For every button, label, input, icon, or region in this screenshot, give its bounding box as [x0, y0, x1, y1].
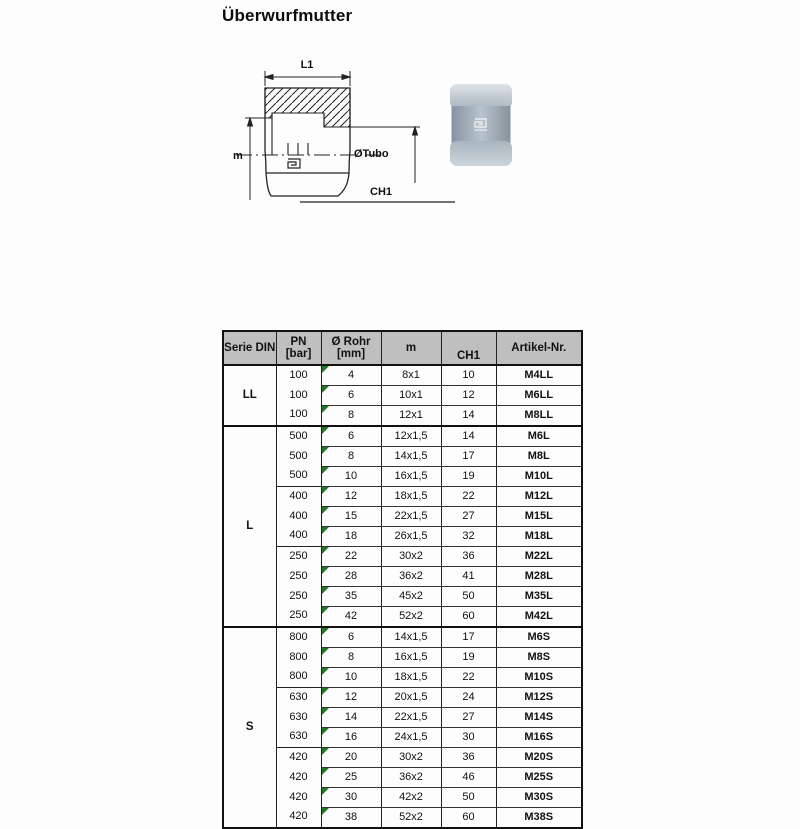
cell-m: 45x2: [381, 587, 441, 607]
cell-pn: 500: [276, 447, 321, 467]
cell-ch1: 46: [441, 768, 496, 788]
cell-ch1: 50: [441, 788, 496, 808]
cell-ch1: 14: [441, 426, 496, 447]
table-row: [223, 507, 582, 527]
cell-m: 52x2: [381, 808, 441, 829]
cell-artikel-nr: M28L: [496, 567, 582, 587]
cell-m: 24x1,5: [381, 728, 441, 748]
cell-artikel-nr: M25S: [496, 768, 582, 788]
table-row: [223, 527, 582, 547]
table-row: [223, 668, 582, 688]
cell-rohr: 6: [321, 386, 381, 406]
page-title: Überwurfmutter: [222, 6, 353, 25]
cell-ch1: 60: [441, 808, 496, 829]
cell-pn: 800: [276, 648, 321, 668]
cell-artikel-nr: M20S: [496, 748, 582, 768]
cell-pn: 420: [276, 808, 321, 829]
cell-artikel-nr: M22L: [496, 547, 582, 567]
cell-rohr: 28: [321, 567, 381, 587]
table-row: [223, 567, 582, 587]
table-row: [223, 808, 582, 829]
cell-m: 16x1,5: [381, 467, 441, 487]
cell-pn: 400: [276, 507, 321, 527]
cell-rohr: 12: [321, 487, 381, 507]
header-artikel-nr: Artikel-Nr.: [496, 331, 582, 365]
cell-m: 22x1,5: [381, 708, 441, 728]
nut-top-chamfer: [450, 84, 512, 109]
table-row: [223, 365, 582, 386]
cell-ch1: 36: [441, 748, 496, 768]
cell-pn: 100: [276, 365, 321, 386]
cell-ch1: 36: [441, 547, 496, 567]
table-row: [223, 487, 582, 507]
cell-rohr: 25: [321, 768, 381, 788]
cell-artikel-nr: M8LL: [496, 406, 582, 427]
cell-artikel-nr: M6S: [496, 627, 582, 648]
cell-pn: 250: [276, 567, 321, 587]
cell-pn: 500: [276, 467, 321, 487]
cell-artikel-nr: M14S: [496, 708, 582, 728]
cell-pn: 250: [276, 587, 321, 607]
cell-rohr: 8: [321, 406, 381, 427]
table-row: [223, 788, 582, 808]
cell-m: 36x2: [381, 567, 441, 587]
table-row: [223, 547, 582, 567]
cell-rohr: 8: [321, 447, 381, 467]
cell-ch1: 22: [441, 668, 496, 688]
cell-pn: 630: [276, 708, 321, 728]
cell-serie-din: LL: [223, 365, 276, 426]
cell-artikel-nr: M12L: [496, 487, 582, 507]
dim-l1: [265, 71, 350, 86]
cell-ch1: 27: [441, 708, 496, 728]
table-row: [223, 748, 582, 768]
cell-m: 18x1,5: [381, 487, 441, 507]
cell-artikel-nr: M6L: [496, 426, 582, 447]
table-row: [223, 607, 582, 628]
cell-m: 42x2: [381, 788, 441, 808]
cell-rohr: 15: [321, 507, 381, 527]
cell-pn: 100: [276, 406, 321, 427]
cell-ch1: 17: [441, 447, 496, 467]
label-l1: L1: [300, 59, 314, 71]
cell-rohr: 4: [321, 365, 381, 386]
cell-rohr: 6: [321, 426, 381, 447]
nut-bottom-chamfer: [450, 141, 512, 166]
cell-serie-din: L: [223, 426, 276, 627]
cell-artikel-nr: M35L: [496, 587, 582, 607]
section-hatch: [265, 88, 350, 127]
cell-pn: 400: [276, 527, 321, 547]
dim-tubo: [413, 127, 418, 183]
cell-ch1: 30: [441, 728, 496, 748]
brand-mark-icon: [288, 159, 300, 168]
cell-ch1: 17: [441, 627, 496, 648]
hex-silhouette: [265, 150, 350, 196]
cell-artikel-nr: M18L: [496, 527, 582, 547]
table-row: [223, 447, 582, 467]
cell-ch1: 24: [441, 688, 496, 708]
cell-rohr: 14: [321, 708, 381, 728]
cell-rohr: 35: [321, 587, 381, 607]
cell-m: 20x1,5: [381, 688, 441, 708]
label-ch1: CH1: [370, 186, 393, 198]
cell-m: 26x1,5: [381, 527, 441, 547]
cell-pn: 420: [276, 788, 321, 808]
product-photo-svg: [450, 84, 512, 166]
cell-rohr: 10: [321, 668, 381, 688]
cell-rohr: 38: [321, 808, 381, 829]
cell-pn: 500: [276, 426, 321, 447]
cell-m: 14x1,5: [381, 627, 441, 648]
table-row: [223, 728, 582, 748]
cell-m: 12x1,5: [381, 426, 441, 447]
cell-artikel-nr: M42L: [496, 607, 582, 628]
label-tubo: ØTubo: [354, 148, 389, 160]
cell-artikel-nr: M16S: [496, 728, 582, 748]
cell-artikel-nr: M30S: [496, 788, 582, 808]
table-row: [223, 426, 582, 447]
spec-table-body: [223, 365, 582, 828]
spec-table: [222, 330, 583, 829]
cell-ch1: 60: [441, 607, 496, 628]
cell-artikel-nr: M38S: [496, 808, 582, 829]
table-header-row: [223, 331, 582, 365]
label-m: m: [233, 150, 243, 162]
cell-artikel-nr: M4LL: [496, 365, 582, 386]
cell-m: 30x2: [381, 748, 441, 768]
cell-rohr: 12: [321, 688, 381, 708]
table-row: [223, 467, 582, 487]
cell-artikel-nr: M8S: [496, 648, 582, 668]
cell-artikel-nr: M15L: [496, 507, 582, 527]
cell-ch1: 19: [441, 467, 496, 487]
cell-ch1: 19: [441, 648, 496, 668]
cell-artikel-nr: M10S: [496, 668, 582, 688]
cell-m: 8x1: [381, 365, 441, 386]
cell-rohr: 22: [321, 547, 381, 567]
cell-artikel-nr: M8L: [496, 447, 582, 467]
cell-m: 16x1,5: [381, 648, 441, 668]
header-pn: PN [bar]: [276, 331, 321, 365]
cell-rohr: 16: [321, 728, 381, 748]
cell-pn: 630: [276, 688, 321, 708]
cell-rohr: 30: [321, 788, 381, 808]
cell-artikel-nr: M10L: [496, 467, 582, 487]
cell-artikel-nr: M6LL: [496, 386, 582, 406]
table-row: [223, 386, 582, 406]
cell-ch1: 12: [441, 386, 496, 406]
cell-ch1: 22: [441, 487, 496, 507]
cell-m: 30x2: [381, 547, 441, 567]
product-photo: [450, 84, 512, 166]
header-serie-din: Serie DIN: [223, 331, 276, 365]
cell-ch1: 10: [441, 365, 496, 386]
cell-rohr: 18: [321, 527, 381, 547]
table-row: [223, 587, 582, 607]
cell-ch1: 50: [441, 587, 496, 607]
table-row: [223, 648, 582, 668]
cell-rohr: 10: [321, 467, 381, 487]
table-row: [223, 406, 582, 427]
cell-pn: 800: [276, 627, 321, 648]
table-row: [223, 627, 582, 648]
cell-rohr: 20: [321, 748, 381, 768]
cell-serie-din: S: [223, 627, 276, 828]
cell-pn: 400: [276, 487, 321, 507]
table-row: [223, 688, 582, 708]
cell-m: 18x1,5: [381, 668, 441, 688]
cell-m: 12x1: [381, 406, 441, 427]
cell-rohr: 6: [321, 627, 381, 648]
cell-pn: 800: [276, 668, 321, 688]
cell-rohr: 42: [321, 607, 381, 628]
cell-pn: 100: [276, 386, 321, 406]
header-rohr: Ø Rohr [mm]: [321, 331, 381, 365]
drawing-svg: [228, 55, 463, 210]
cell-ch1: 27: [441, 507, 496, 527]
cell-pn: 250: [276, 607, 321, 628]
cell-m: 22x1,5: [381, 507, 441, 527]
header-m: m: [381, 331, 441, 365]
technical-drawing: [228, 55, 463, 210]
header-ch1: CH1: [441, 331, 496, 365]
cell-m: 52x2: [381, 607, 441, 628]
cell-rohr: 8: [321, 648, 381, 668]
table-row: [223, 708, 582, 728]
table-row: [223, 768, 582, 788]
cell-pn: 630: [276, 728, 321, 748]
cell-pn: 420: [276, 768, 321, 788]
cell-ch1: 32: [441, 527, 496, 547]
cell-m: 36x2: [381, 768, 441, 788]
cell-m: 10x1: [381, 386, 441, 406]
cell-pn: 250: [276, 547, 321, 567]
cell-ch1: 41: [441, 567, 496, 587]
cell-artikel-nr: M12S: [496, 688, 582, 708]
cell-pn: 420: [276, 748, 321, 768]
cell-ch1: 14: [441, 406, 496, 427]
cell-m: 14x1,5: [381, 447, 441, 467]
